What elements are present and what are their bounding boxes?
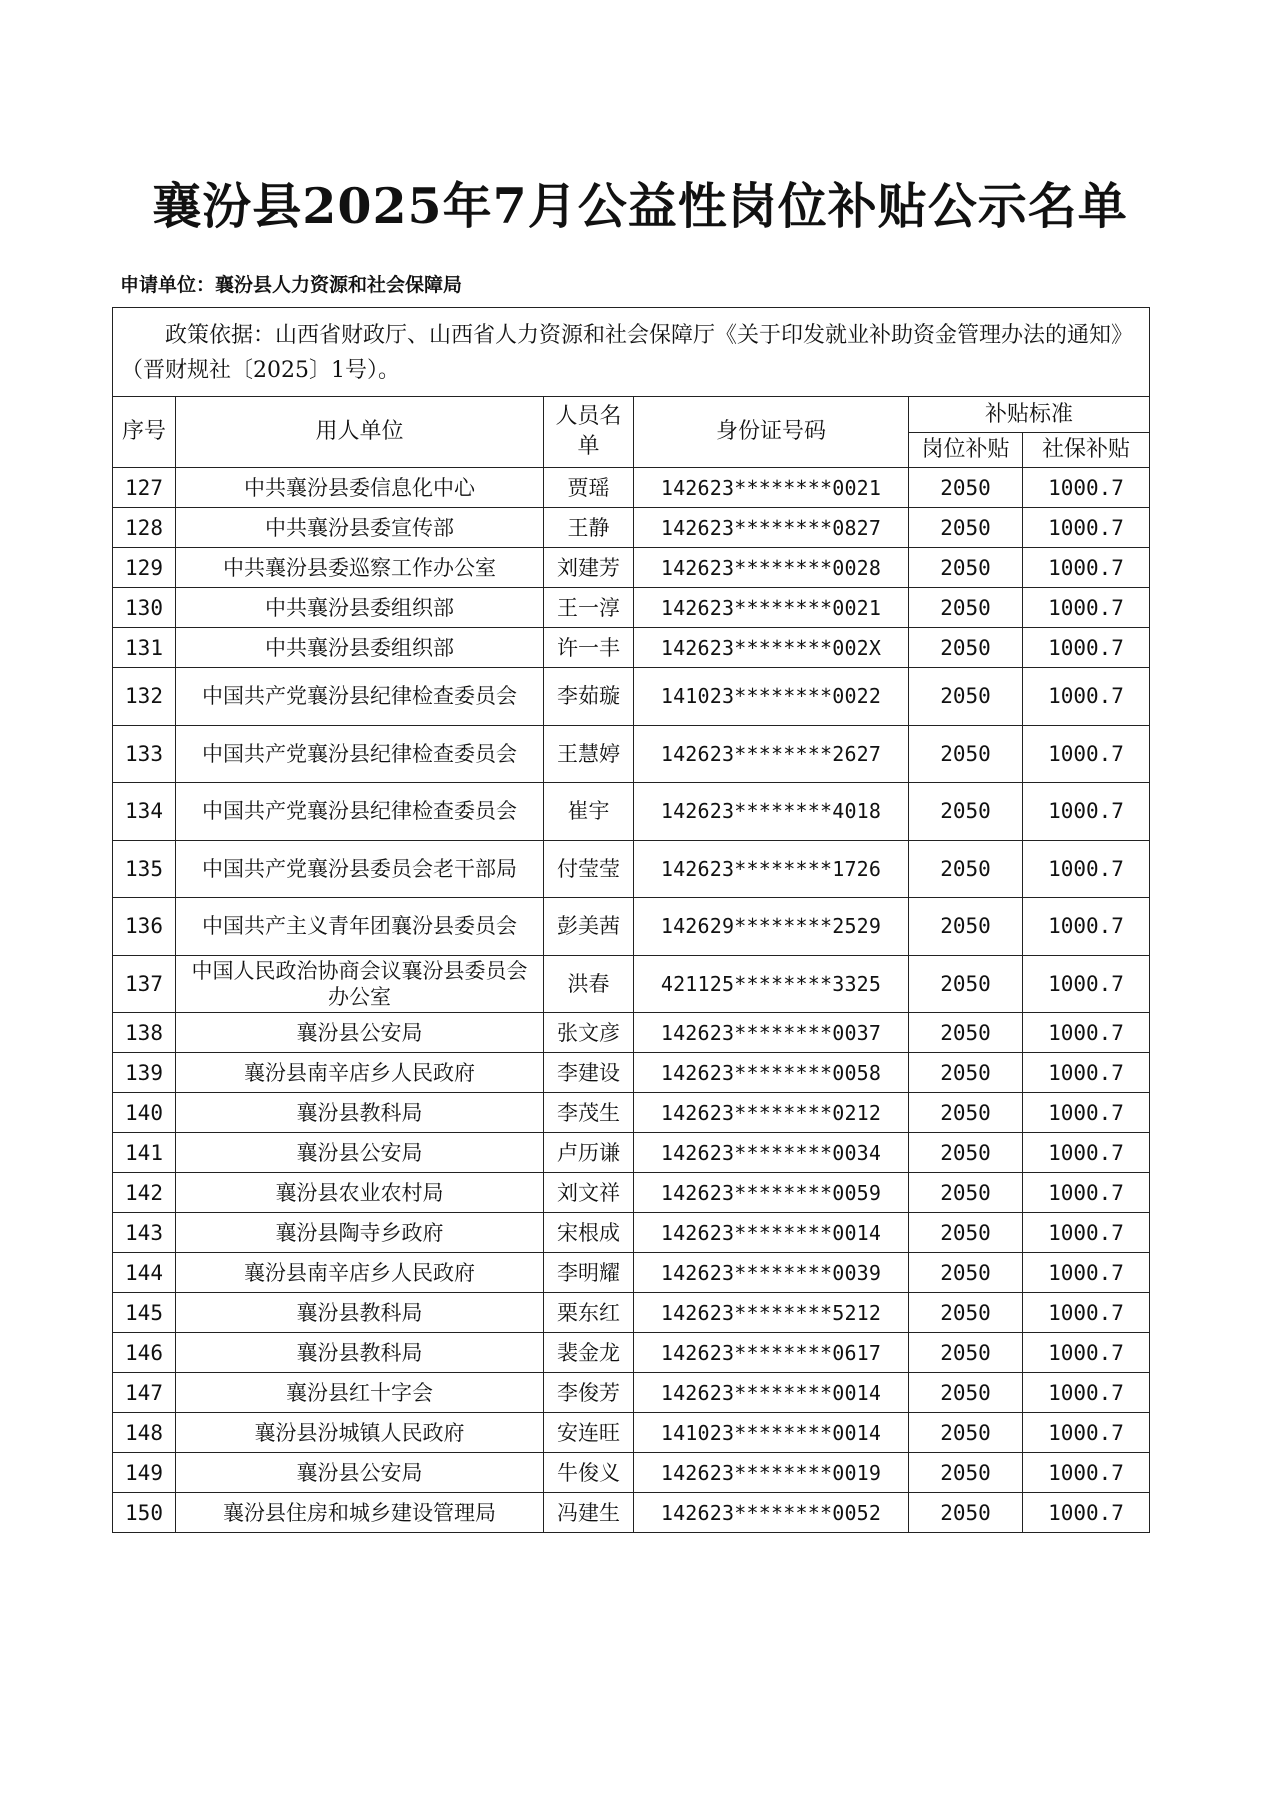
cell-employer: 襄汾县教科局 [176,1333,544,1373]
applicant-line: 申请单位：襄汾县人力资源和社会保障局 [120,274,463,296]
cell-employer: 襄汾县住房和城乡建设管理局 [176,1493,544,1533]
cell-name: 刘文祥 [544,1173,634,1213]
cell-seq: 136 [113,898,176,956]
cell-seq: 137 [113,955,176,1013]
cell-employer: 中国共产党襄汾县纪律检查委员会 [176,783,544,841]
cell-seq: 127 [113,468,176,508]
cell-post-subsidy: 2050 [909,628,1023,668]
table-row [113,955,1150,1013]
cell-seq: 140 [113,1093,176,1133]
cell-id: 142623********2627 [634,725,909,783]
cell-employer: 中国人民政治协商会议襄汾县委员会办公室 [176,955,544,1013]
cell-id: 142623********0021 [634,468,909,508]
cell-social-subsidy: 1000.7 [1023,1253,1150,1293]
cell-employer: 襄汾县公安局 [176,1013,544,1053]
cell-employer: 襄汾县教科局 [176,1093,544,1133]
cell-employer: 襄汾县公安局 [176,1453,544,1493]
cell-employer: 襄汾县教科局 [176,1293,544,1333]
cell-name: 冯建生 [544,1493,634,1533]
cell-name: 卢历谦 [544,1133,634,1173]
table-row [113,508,1150,548]
cell-id: 142623********0212 [634,1093,909,1133]
table-row [113,1293,1150,1333]
cell-employer: 襄汾县农业农村局 [176,1173,544,1213]
cell-id: 142623********0058 [634,1053,909,1093]
cell-employer: 襄汾县南辛店乡人民政府 [176,1053,544,1093]
cell-post-subsidy: 2050 [909,1453,1023,1493]
cell-seq: 145 [113,1293,176,1333]
cell-social-subsidy: 1000.7 [1023,1453,1150,1493]
cell-employer: 中国共产主义青年团襄汾县委员会 [176,898,544,956]
cell-seq: 149 [113,1453,176,1493]
cell-post-subsidy: 2050 [909,725,1023,783]
cell-id: 142623********0617 [634,1333,909,1373]
cell-id: 142623********0039 [634,1253,909,1293]
cell-seq: 133 [113,725,176,783]
cell-employer: 中共襄汾县委信息化中心 [176,468,544,508]
cell-employer: 中国共产党襄汾县纪律检查委员会 [176,668,544,726]
cell-id: 141023********0022 [634,668,909,726]
cell-employer: 襄汾县汾城镇人民政府 [176,1413,544,1453]
cell-social-subsidy: 1000.7 [1023,508,1150,548]
cell-name: 李茂生 [544,1093,634,1133]
table-row [113,668,1150,726]
cell-seq: 144 [113,1253,176,1293]
cell-id: 142623********0014 [634,1213,909,1253]
cell-post-subsidy: 2050 [909,898,1023,956]
table-row [113,1253,1150,1293]
cell-social-subsidy: 1000.7 [1023,1133,1150,1173]
cell-post-subsidy: 2050 [909,1213,1023,1253]
cell-seq: 135 [113,840,176,898]
table-row [113,1053,1150,1093]
cell-social-subsidy: 1000.7 [1023,840,1150,898]
cell-post-subsidy: 2050 [909,1333,1023,1373]
cell-seq: 142 [113,1173,176,1213]
cell-seq: 134 [113,783,176,841]
table-row [113,1173,1150,1213]
cell-employer: 襄汾县红十字会 [176,1373,544,1413]
cell-seq: 143 [113,1213,176,1253]
cell-name: 安连旺 [544,1413,634,1453]
cell-seq: 131 [113,628,176,668]
cell-seq: 139 [113,1053,176,1093]
cell-seq: 148 [113,1413,176,1453]
header-post: 岗位补贴 [909,433,1023,468]
policy-text: 政策依据：山西省财政厅、山西省人力资源和社会保障厅《关于印发就业补助资金管理办法的通知》（晋财规社〔2025〕1号）。 [121,323,1134,383]
table-row [113,1013,1150,1053]
cell-post-subsidy: 2050 [909,588,1023,628]
cell-employer: 中共襄汾县委组织部 [176,588,544,628]
cell-social-subsidy: 1000.7 [1023,898,1150,956]
cell-post-subsidy: 2050 [909,840,1023,898]
cell-name: 李明耀 [544,1253,634,1293]
cell-id: 142623********002X [634,628,909,668]
cell-id: 142623********0021 [634,588,909,628]
header-employer: 用人单位 [176,397,544,468]
cell-social-subsidy: 1000.7 [1023,588,1150,628]
cell-social-subsidy: 1000.7 [1023,955,1150,1013]
cell-employer: 中共襄汾县委巡察工作办公室 [176,548,544,588]
cell-id: 142623********0052 [634,1493,909,1533]
cell-id: 142623********0034 [634,1133,909,1173]
header-name: 人员名单 [544,397,634,468]
cell-post-subsidy: 2050 [909,1373,1023,1413]
cell-post-subsidy: 2050 [909,668,1023,726]
cell-id: 141023********0014 [634,1413,909,1453]
cell-post-subsidy: 2050 [909,955,1023,1013]
cell-seq: 132 [113,668,176,726]
table-row [113,1213,1150,1253]
cell-social-subsidy: 1000.7 [1023,1013,1150,1053]
cell-id: 142623********1726 [634,840,909,898]
cell-name: 李建设 [544,1053,634,1093]
cell-employer: 中共襄汾县委宣传部 [176,508,544,548]
cell-id: 142623********0037 [634,1013,909,1053]
table-row [113,628,1150,668]
policy-row [113,308,1150,397]
table-row [113,1413,1150,1453]
cell-social-subsidy: 1000.7 [1023,1053,1150,1093]
cell-name: 刘建芳 [544,548,634,588]
cell-id: 142623********0019 [634,1453,909,1493]
cell-post-subsidy: 2050 [909,1173,1023,1213]
header-subsidy: 补贴标准 [909,397,1150,433]
cell-social-subsidy: 1000.7 [1023,628,1150,668]
cell-name: 张文彦 [544,1013,634,1053]
cell-name: 崔宇 [544,783,634,841]
cell-social-subsidy: 1000.7 [1023,725,1150,783]
cell-post-subsidy: 2050 [909,548,1023,588]
table-row [113,1493,1150,1533]
cell-post-subsidy: 2050 [909,783,1023,841]
cell-employer: 中国共产党襄汾县委员会老干部局 [176,840,544,898]
cell-social-subsidy: 1000.7 [1023,468,1150,508]
cell-employer: 中国共产党襄汾县纪律检查委员会 [176,725,544,783]
header-row [113,397,1150,433]
table-row [113,1133,1150,1173]
cell-employer: 襄汾县陶寺乡政府 [176,1213,544,1253]
cell-post-subsidy: 2050 [909,468,1023,508]
cell-employer: 中共襄汾县委组织部 [176,628,544,668]
cell-name: 宋根成 [544,1213,634,1253]
table-row [113,1373,1150,1413]
cell-name: 王一淳 [544,588,634,628]
header-social: 社保补贴 [1023,433,1150,468]
header-id: 身份证号码 [634,397,909,468]
cell-social-subsidy: 1000.7 [1023,1413,1150,1453]
cell-social-subsidy: 1000.7 [1023,1493,1150,1533]
cell-social-subsidy: 1000.7 [1023,1093,1150,1133]
cell-id: 142623********0827 [634,508,909,548]
cell-seq: 128 [113,508,176,548]
cell-name: 许一丰 [544,628,634,668]
cell-post-subsidy: 2050 [909,1093,1023,1133]
cell-name: 王慧婷 [544,725,634,783]
table-row [113,1333,1150,1373]
cell-name: 李俊芳 [544,1373,634,1413]
table-row [113,725,1150,783]
cell-employer: 襄汾县南辛店乡人民政府 [176,1253,544,1293]
cell-name: 彭美茜 [544,898,634,956]
cell-id: 142623********0028 [634,548,909,588]
table-row [113,898,1150,956]
cell-seq: 138 [113,1013,176,1053]
cell-social-subsidy: 1000.7 [1023,668,1150,726]
cell-id: 142623********4018 [634,783,909,841]
cell-seq: 129 [113,548,176,588]
table-row [113,840,1150,898]
table-row [113,1093,1150,1133]
cell-name: 洪春 [544,955,634,1013]
cell-social-subsidy: 1000.7 [1023,1373,1150,1413]
cell-name: 栗东红 [544,1293,634,1333]
cell-name: 李茹璇 [544,668,634,726]
cell-social-subsidy: 1000.7 [1023,1293,1150,1333]
cell-name: 付莹莹 [544,840,634,898]
cell-seq: 141 [113,1133,176,1173]
subsidy-table [112,307,1150,1533]
cell-social-subsidy: 1000.7 [1023,1213,1150,1253]
cell-id: 142623********0014 [634,1373,909,1413]
cell-post-subsidy: 2050 [909,1133,1023,1173]
policy-cell [113,308,1150,397]
table-row [113,588,1150,628]
cell-post-subsidy: 2050 [909,1413,1023,1453]
cell-id: 142623********0059 [634,1173,909,1213]
cell-seq: 130 [113,588,176,628]
cell-post-subsidy: 2050 [909,1013,1023,1053]
table-row [113,783,1150,841]
cell-post-subsidy: 2050 [909,1493,1023,1533]
cell-id: 142629********2529 [634,898,909,956]
table-row [113,548,1150,588]
document-title: 襄汾县2025年7月公益性岗位补贴公示名单 [152,177,1128,235]
cell-post-subsidy: 2050 [909,1053,1023,1093]
cell-seq: 146 [113,1333,176,1373]
cell-social-subsidy: 1000.7 [1023,1173,1150,1213]
cell-id: 142623********5212 [634,1293,909,1333]
cell-name: 贾瑶 [544,468,634,508]
cell-social-subsidy: 1000.7 [1023,783,1150,841]
header-seq: 序号 [113,397,176,468]
cell-post-subsidy: 2050 [909,1253,1023,1293]
cell-id: 421125********3325 [634,955,909,1013]
cell-seq: 147 [113,1373,176,1413]
cell-name: 王静 [544,508,634,548]
table-row [113,468,1150,508]
cell-employer: 襄汾县公安局 [176,1133,544,1173]
cell-name: 牛俊义 [544,1453,634,1493]
cell-social-subsidy: 1000.7 [1023,1333,1150,1373]
table-row [113,1453,1150,1493]
cell-post-subsidy: 2050 [909,508,1023,548]
cell-social-subsidy: 1000.7 [1023,548,1150,588]
cell-post-subsidy: 2050 [909,1293,1023,1333]
cell-name: 裴金龙 [544,1333,634,1373]
cell-seq: 150 [113,1493,176,1533]
